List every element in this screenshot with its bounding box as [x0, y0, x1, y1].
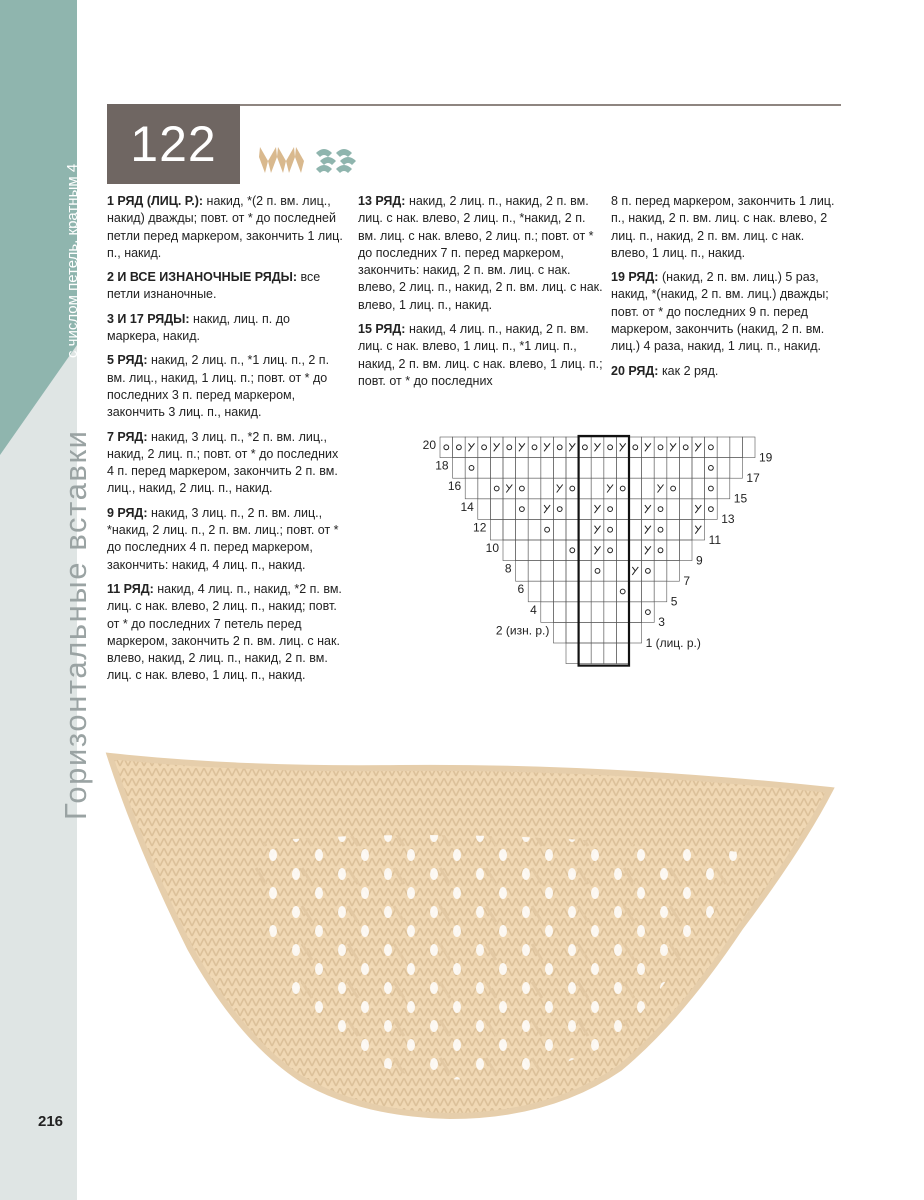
- chart-cell: [679, 458, 692, 479]
- chart-cell: [566, 581, 579, 602]
- decrease-symbol: [620, 443, 626, 451]
- chart-cell: [541, 602, 554, 623]
- yarn-over-symbol: [545, 527, 550, 532]
- chart-cell: [528, 561, 541, 582]
- yarn-over-symbol: [658, 548, 663, 553]
- chart-cell: [440, 437, 453, 458]
- yarn-over-symbol: [482, 445, 487, 450]
- chart-cell: [591, 581, 604, 602]
- pattern-number: 122: [107, 104, 240, 184]
- chart-cell: [591, 602, 604, 623]
- instruction-row-1: 1 РЯД (ЛИЦ. Р.): накид, *(2 п. вм. лиц., накид) дважды; повт. от * до последней петли перед маркером, закончить 1 лиц. п., накид.: [107, 194, 343, 260]
- chart-cell: [591, 478, 604, 499]
- chart-cell: [717, 478, 730, 499]
- decrease-symbol: [645, 443, 651, 451]
- chart-cell: [654, 437, 667, 458]
- chart-cell: [566, 458, 579, 479]
- decrease-symbol: [469, 443, 475, 451]
- chart-cell: [629, 581, 642, 602]
- chart-cell: [579, 519, 592, 540]
- yarn-over-symbol: [709, 507, 714, 512]
- decrease-symbol: [607, 485, 613, 493]
- chart-cell: [679, 499, 692, 520]
- decrease-symbol: [695, 526, 701, 534]
- chart-cell: [503, 437, 516, 458]
- yarn-over-symbol: [520, 507, 525, 512]
- chart-cell: [604, 458, 617, 479]
- page-number: 216: [38, 1113, 64, 1130]
- chart-cell: [541, 458, 554, 479]
- chart-cell: [516, 540, 529, 561]
- chart-cell: [579, 540, 592, 561]
- chart-cell: [616, 561, 629, 582]
- chart-cell: [528, 478, 541, 499]
- chart-cell: [629, 478, 642, 499]
- chart-cell: [642, 478, 655, 499]
- chart-cell: [553, 581, 566, 602]
- chart-cell: [579, 643, 592, 664]
- chart-cell: [579, 622, 592, 643]
- row-label-left: 10: [485, 541, 499, 555]
- chart-cell: [667, 499, 680, 520]
- chart-cell: [478, 499, 491, 520]
- chart-cell: [465, 458, 478, 479]
- yarn-over-symbol: [608, 507, 613, 512]
- yarn-over-symbol: [608, 527, 613, 532]
- yarn-over-symbol: [658, 527, 663, 532]
- decrease-symbol: [544, 443, 550, 451]
- sidebar-subtitle: с числом петель, кратным 4: [64, 163, 81, 358]
- chart-cell: [553, 602, 566, 623]
- row-label-left: 20: [422, 438, 436, 452]
- chart-cell: [717, 458, 730, 479]
- yarn-over-symbol: [671, 486, 676, 491]
- chart-cell: [629, 458, 642, 479]
- chart-cell: [616, 622, 629, 643]
- yarn-over-symbol: [469, 466, 474, 471]
- instruction-row-13: 13 РЯД: накид, 2 лиц. п., накид, 2 п. вм. лиц. с нак. влево, 2 лиц. п., *накид, 2 п. вм. лиц. с нак. влево, 2 лиц. п.; повт. от * до последних 7 п. перед маркером, закончить: накид, 2 п. вм. лиц. с нак. влево, 2 лиц. п., накид, 2 п. вм. лиц. с нак. влево, 1 лиц. п., накид.: [358, 194, 603, 312]
- chart-cell: [566, 561, 579, 582]
- chart-cell: [616, 499, 629, 520]
- instruction-row-3: 3 И 17 РЯДЫ: накид, лиц. п. до маркера, накид.: [107, 311, 290, 344]
- chart-cell: [679, 437, 692, 458]
- chart-cell: [490, 458, 503, 479]
- instruction-row-15: 15 РЯД: накид, 4 лиц. п., накид, 2 п. вм. лиц. с нак. влево, 1 лиц. п., *1 лиц. п., накид, 2 п. вм. лиц. с нак. влево, 1 лиц. п.; повт. от * до последних: [358, 322, 603, 388]
- chart-cell: [679, 519, 692, 540]
- chart-cell: [579, 458, 592, 479]
- chart-cell: [642, 581, 655, 602]
- instruction-row-20: 20 РЯД: как 2 ряд.: [611, 363, 719, 378]
- chart-cell: [490, 519, 503, 540]
- chart-cell: [692, 458, 705, 479]
- yarn-over-symbol: [444, 445, 449, 450]
- yarn-over-symbol: [583, 445, 588, 450]
- chart-cell: [629, 519, 642, 540]
- chart-cell: [553, 437, 566, 458]
- yarn-over-symbol: [557, 507, 562, 512]
- row-label-right: 9: [696, 553, 703, 568]
- yarn-over-symbol: [570, 548, 575, 553]
- row-label-right: 1 (лиц. р.): [645, 635, 701, 650]
- chart-cell: [503, 458, 516, 479]
- chart-cell: [679, 540, 692, 561]
- row-label-left: 12: [473, 520, 487, 535]
- chart-cell: [705, 458, 718, 479]
- chart-cell: [705, 478, 718, 499]
- chart-cell: [516, 478, 529, 499]
- chart-cell: [616, 478, 629, 499]
- chart-cell: [604, 602, 617, 623]
- instruction-row-19: 19 РЯД: (накид, 2 п. вм. лиц.) 5 раз, накид, *(накид, 2 п. вм. лиц.) дважды; повт. от * до последних 9 п. перед маркером, закончить (накид, 2 п. вм. лиц.) 4 раза, накид, 1 лиц. п., накид.: [611, 270, 829, 354]
- chart-cell: [679, 478, 692, 499]
- chart-cell: [604, 540, 617, 561]
- chart-cell: [528, 540, 541, 561]
- decrease-symbol: [595, 505, 601, 513]
- yarn-over-symbol: [633, 445, 638, 450]
- decrease-symbol: [595, 526, 601, 534]
- decrease-symbol: [645, 505, 651, 513]
- chart-cell: [642, 561, 655, 582]
- chart-cell: [604, 519, 617, 540]
- decrease-symbol: [658, 485, 664, 493]
- chart-cell: [654, 499, 667, 520]
- chart-cell: [478, 437, 491, 458]
- decrease-symbol: [645, 526, 651, 534]
- chart-cell: [553, 622, 566, 643]
- chart-cell: [553, 499, 566, 520]
- chart-cell: [528, 437, 541, 458]
- yarn-over-symbol: [494, 486, 499, 491]
- yarn-over-symbol: [709, 445, 714, 450]
- chart-cell: [667, 519, 680, 540]
- instruction-row-11: 11 РЯД: накид, 4 лиц. п., накид, *2 п. вм. лиц. с нак. влево, 2 лиц. п., накид; повт. от * до последних 7 петель перед маркером, закончить 2 п. вм. лиц. с нак. влево, накид, 2 лиц. п., накид, 2 п. вм. лиц. с нак. влево, 1 лиц. п., накид.: [107, 581, 342, 683]
- chart-cell: [579, 581, 592, 602]
- chart-cell: [604, 643, 617, 664]
- chart-cell: [553, 519, 566, 540]
- chart-cell: [541, 561, 554, 582]
- chart-cell: [579, 478, 592, 499]
- row-label-left: 6: [517, 582, 525, 597]
- chart-cell: [591, 458, 604, 479]
- chart-cell: [616, 540, 629, 561]
- chart-cell: [642, 602, 655, 623]
- chart-cell: [654, 561, 667, 582]
- yarn-over-symbol: [683, 445, 688, 450]
- chart-cell: [553, 458, 566, 479]
- chart-cell: [503, 540, 516, 561]
- chart-cell: [566, 540, 579, 561]
- chart-cell: [566, 643, 579, 664]
- chart-cell: [654, 458, 667, 479]
- yarn-over-symbol: [608, 548, 613, 553]
- chart-cell: [705, 437, 718, 458]
- chart-cell: [629, 499, 642, 520]
- chart-cell: [553, 540, 566, 561]
- chart-cell: [604, 581, 617, 602]
- chart-cell: [516, 458, 529, 479]
- yarn-over-symbol: [457, 445, 462, 450]
- chart-cell: [654, 581, 667, 602]
- yarn-over-symbol: [570, 486, 575, 491]
- chart-cell: [730, 437, 743, 458]
- yarn-over-symbol: [620, 486, 625, 491]
- chart-cell: [616, 643, 629, 664]
- decrease-symbol: [557, 485, 563, 493]
- chart-cell: [717, 437, 730, 458]
- chart-cell: [616, 519, 629, 540]
- yarn-over-symbol: [709, 486, 714, 491]
- chart-cell: [541, 478, 554, 499]
- chart-cell: [629, 540, 642, 561]
- chart-cell: [516, 561, 529, 582]
- yarn-over-symbol: [557, 445, 562, 450]
- decrease-symbol: [506, 485, 512, 493]
- yarn-over-symbol: [532, 445, 537, 450]
- chart-cell: [579, 437, 592, 458]
- chart-cell: [591, 643, 604, 664]
- instruction-row-2: 2 И ВСЕ ИЗНАНОЧНЫЕ РЯДЫ: все петли изнаночные.: [107, 270, 321, 302]
- chart-cell: [604, 561, 617, 582]
- chart-cell: [579, 499, 592, 520]
- chart-cell: [604, 622, 617, 643]
- yarn-over-symbol: [646, 610, 651, 615]
- row-label-left: 8: [504, 561, 512, 576]
- row-label-right: 19: [759, 450, 773, 465]
- chart-cell: [579, 561, 592, 582]
- chart-cell: [541, 540, 554, 561]
- chart-cell: [566, 499, 579, 520]
- chart-cell: [528, 499, 541, 520]
- chart-cell: [667, 561, 680, 582]
- yarn-over-symbol: [608, 445, 613, 450]
- yarn-over-symbol: [620, 589, 625, 594]
- row-label-right: 13: [721, 512, 735, 527]
- chart-cell: [541, 519, 554, 540]
- chart-cell: [654, 519, 667, 540]
- chart-cell: [566, 478, 579, 499]
- chart-cell: [516, 499, 529, 520]
- chart-cell: [566, 519, 579, 540]
- row-label-left: 16: [447, 479, 462, 494]
- chart-cell: [629, 622, 642, 643]
- chart-cell: [503, 519, 516, 540]
- chart-cell: [742, 437, 755, 458]
- yarn-over-symbol: [709, 466, 714, 471]
- row-label-right: 17: [746, 470, 760, 485]
- chart-cell: [654, 540, 667, 561]
- sidebar-title: Горизонтальные вставки: [58, 429, 93, 820]
- row-label-left: 4: [530, 602, 537, 617]
- chart-cell: [566, 602, 579, 623]
- chart-cell: [528, 458, 541, 479]
- yarn-over-symbol: [507, 445, 512, 450]
- row-label-right: 5: [670, 594, 678, 609]
- chart-cell: [616, 602, 629, 623]
- chart-cell: [591, 561, 604, 582]
- decrease-symbol: [632, 567, 638, 575]
- decrease-symbol: [670, 443, 676, 451]
- chart-cell: [553, 561, 566, 582]
- instruction-row-9: 9 РЯД: накид, 3 лиц. п., 2 п. вм. лиц., *накид, 2 лиц. п., 2 п. вм. лиц.; повт. от * до последних 4 п. перед маркером, закончить: накид, 4 лиц. п., накид.: [107, 505, 339, 572]
- chart-cell: [667, 540, 680, 561]
- decrease-symbol: [519, 443, 525, 451]
- row-label-right: 7: [683, 573, 691, 588]
- decrease-symbol: [595, 546, 601, 554]
- yarn-over-symbol: [658, 445, 663, 450]
- chart-cell: [629, 602, 642, 623]
- chart-cell: [730, 458, 743, 479]
- decrease-symbol: [645, 546, 651, 554]
- chart-cell: [591, 622, 604, 643]
- decrease-symbol: [544, 505, 550, 513]
- chart-cell: [541, 581, 554, 602]
- row-label-right: 15: [733, 491, 748, 506]
- chart-cell: [478, 458, 491, 479]
- decrease-symbol: [595, 443, 601, 451]
- row-label-right: 11: [708, 532, 722, 547]
- chart-cell: [490, 478, 503, 499]
- yarn-over-symbol: [646, 569, 651, 574]
- instruction-row-7: 7 РЯД: накид, 3 лиц. п., *2 п. вм. лиц., накид, 2 лиц. п.; повт. от * до последних 4 п. перед маркером, закончить 2 п. вм. лиц., накид, 2 лиц. п., накид.: [107, 429, 339, 496]
- decrease-symbol: [695, 443, 701, 451]
- decrease-symbol: [569, 443, 575, 451]
- instruction-row-15-cont: 8 п. перед маркером, закончить 1 лиц. п., накид, 2 п. вм. лиц. с нак. влево, 2 лиц. п., накид, 2 п. вм. лиц. с нак. влево, 1 лиц. п., накид.: [611, 194, 835, 260]
- knitted-swatch-photo: [100, 748, 840, 1128]
- chart-cell: [453, 458, 466, 479]
- row-label-left: 2 (изн. р.): [495, 623, 550, 638]
- chart-cell: [528, 519, 541, 540]
- yarn-over-symbol: [520, 486, 525, 491]
- chart-cell: [705, 499, 718, 520]
- chart-cell: [566, 622, 579, 643]
- chart-cell: [642, 458, 655, 479]
- chart-cell: [616, 458, 629, 479]
- chart-cell: [516, 519, 529, 540]
- chart-cell: [528, 581, 541, 602]
- chart-cell: [465, 478, 478, 499]
- chart-cell: [667, 478, 680, 499]
- chart-cell: [604, 437, 617, 458]
- chart-cell: [503, 499, 516, 520]
- decrease-symbol: [494, 443, 500, 451]
- chart-cell: [490, 499, 503, 520]
- chart-cell: [478, 478, 491, 499]
- chart-cell: [692, 478, 705, 499]
- chart-cell: [629, 437, 642, 458]
- yarn-over-symbol: [595, 569, 600, 574]
- chart-cell: [453, 437, 466, 458]
- chart-cell: [616, 581, 629, 602]
- decrease-symbol: [695, 505, 701, 513]
- instruction-row-5: 5 РЯД: накид, 2 лиц. п., *1 лиц. п., 2 п. вм. лиц., накид, 1 лиц. п.; повт. от * до последних 3 п. перед маркером, закончить 3 лиц. п., накид.: [107, 353, 330, 420]
- chart-cell: [604, 499, 617, 520]
- row-label-left: 14: [460, 499, 474, 514]
- row-label-left: 18: [435, 458, 449, 473]
- chart-cell: [667, 458, 680, 479]
- chart-cell: [579, 602, 592, 623]
- row-label-right: 3: [658, 615, 665, 630]
- yarn-over-symbol: [658, 507, 663, 512]
